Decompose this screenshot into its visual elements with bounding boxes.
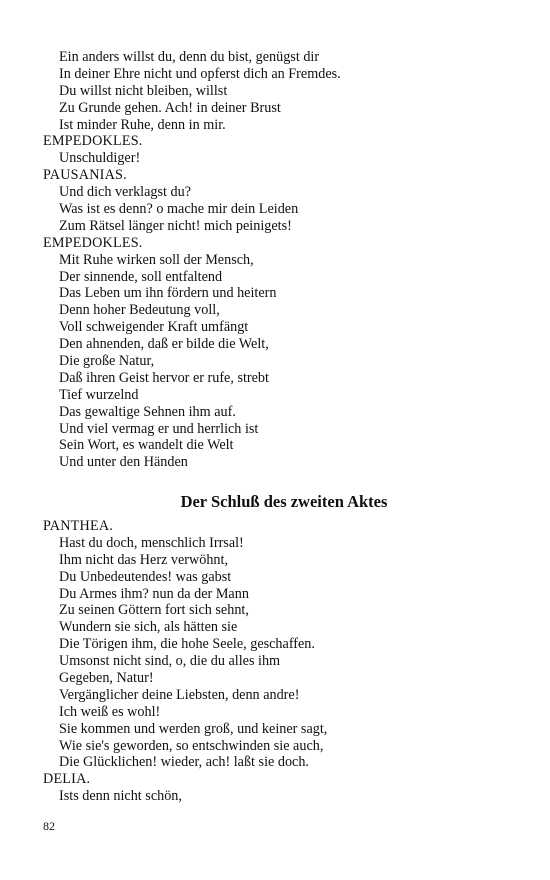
page-number: 82	[43, 819, 55, 833]
verse-line: Daß ihren Geist hervor er rufe, strebt	[59, 369, 269, 386]
verse-line: In deiner Ehre nicht und opferst dich an Fremdes.	[59, 65, 341, 82]
verse-line: Die Törigen ihm, die hohe Seele, geschaffen.	[59, 636, 315, 653]
verse-line: Ist minder Ruhe, denn in mir.	[59, 116, 226, 133]
verse-line: Umsonst nicht sind, o, die du alles ihm	[59, 653, 281, 670]
speaker-name: EMPEDOKLES.	[43, 234, 143, 251]
verse-line: Denn hoher Bedeutung voll,	[59, 302, 220, 319]
verse-line: Wundern sie sich, als hätten sie	[59, 619, 238, 636]
verse-line: Ein anders willst du, denn du bist, genügst dir	[59, 49, 320, 65]
verse-line: Voll schweigender Kraft umfängt	[59, 319, 249, 336]
verse-line: Den ahnenden, daß er bilde die Welt,	[59, 336, 269, 353]
verse-line: Die große Natur,	[59, 353, 155, 370]
verse-line: Du Unbedeutendes! was gabst	[59, 568, 232, 585]
speaker-name: DELIA.	[43, 771, 91, 788]
verse-line: Hast du doch, menschlich Irrsal!	[59, 534, 244, 551]
verse-line: Was ist es denn? o mache mir dein Leiden	[59, 201, 299, 218]
verse-line: Du willst nicht bleiben, willst	[59, 82, 228, 99]
speaker-name: PANTHEA.	[43, 518, 114, 534]
speaker-name: PAUSANIAS.	[43, 167, 127, 184]
verse-line: Zu Grunde gehen. Ach! in deiner Brust	[59, 99, 281, 116]
verse-line: Und viel vermag er und herrlich ist	[59, 420, 259, 437]
verse-line: Tief wurzelnd	[59, 386, 139, 403]
speaker-name: EMPEDOKLES.	[43, 133, 143, 150]
verse-line: Zum Rätsel länger nicht! mich peinigets!	[59, 217, 292, 234]
verse-section-2	[43, 518, 523, 805]
verse-line: Ich weiß es wohl!	[59, 703, 161, 720]
verse-line: Du Armes ihm? nun da der Mann	[59, 585, 249, 602]
verse-line: Mit Ruhe wirken soll der Mensch,	[59, 251, 254, 268]
verse-line: Sein Wort, es wandelt die Welt	[59, 437, 234, 454]
verse-line: Der sinnende, soll entfaltend	[59, 268, 223, 285]
section-heading: Der Schluß des zweiten Aktes	[180, 492, 388, 511]
verse-line: Das gewaltige Sehnen ihm auf.	[59, 403, 236, 420]
verse-section-1	[43, 49, 523, 471]
verse-line: Und unter den Händen	[59, 454, 188, 471]
verse-line: Sie kommen und werden groß, und keiner sagt,	[59, 720, 328, 737]
verse-line: Zu seinen Göttern fort sich sehnt,	[59, 602, 249, 619]
verse-line: Ihm nicht das Herz verwöhnt,	[59, 551, 229, 568]
verse-line: Das Leben um ihn fördern und heitern	[59, 285, 277, 302]
verse-line: Die Glücklichen! wieder, ach! laßt sie doch.	[59, 754, 309, 771]
verse-line: Vergänglicher deine Liebsten, denn andre!	[59, 686, 300, 703]
verse-line: Wie sie's geworden, so entschwinden sie auch,	[59, 737, 324, 754]
verse-line: Ists denn nicht schön,	[59, 788, 182, 805]
verse-line: Und dich verklagst du?	[59, 184, 191, 201]
verse-line: Gegeben, Natur!	[59, 670, 154, 687]
verse-line: Unschuldiger!	[59, 150, 141, 167]
